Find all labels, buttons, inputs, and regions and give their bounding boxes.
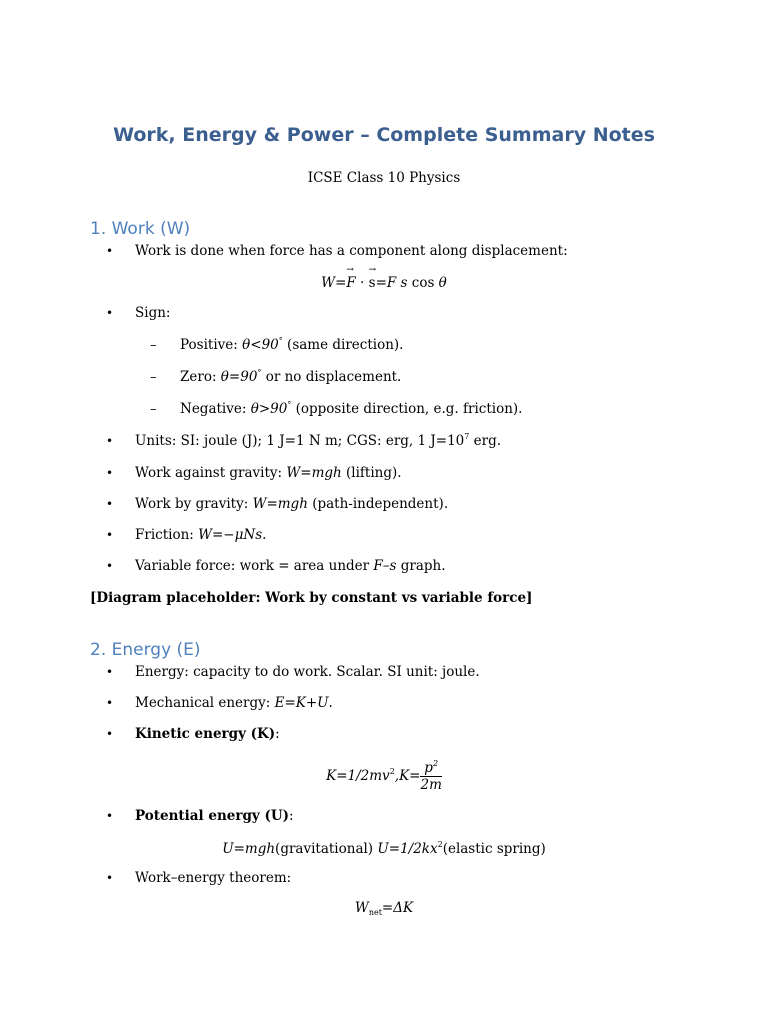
work-energy-theorem-label: Work–energy theorem: <box>135 870 292 886</box>
sign-zero: Zero: θ=90° or no displacement. <box>180 368 402 385</box>
bullet: • <box>106 809 114 823</box>
bullet: • <box>106 559 114 573</box>
work-units: Units: SI: joule (J); 1 J=1 N m; CGS: erg, 1 $J=10^7$ erg. <box>135 432 502 449</box>
section-heading-work: 1. Work (W) <box>90 219 191 239</box>
work-by-gravity: Work by gravity: W=mgh (path-independent). <box>135 496 449 512</box>
work-against-gravity: Work against gravity: W=mgh (lifting). <box>135 465 402 481</box>
bullet: • <box>106 244 114 258</box>
potential-energy-equation: U=mgh(gravitational) $U=1/2kx^2(elastic$ spring) <box>222 840 546 857</box>
diagram-placeholder: [Diagram placeholder: Work by constant vs variable force] <box>90 590 533 606</box>
bullet: • <box>106 466 114 480</box>
sign-positive: Positive: θ<90° (same direction). <box>180 336 404 353</box>
bullet: • <box>106 528 114 542</box>
work-friction: Friction: W=−μNs. <box>135 527 267 543</box>
mechanical-energy: Mechanical energy: E=K+U. <box>135 695 333 711</box>
dash: – <box>150 402 157 417</box>
kinetic-energy-label: Kinetic energy (K): <box>135 726 280 742</box>
sign-negative: Negative: θ>90° (opposite direction, e.g. friction). <box>180 400 523 417</box>
bullet: • <box>106 434 114 448</box>
work-variable-force: Variable force: work = area under F–s graph. <box>135 558 446 574</box>
dash: – <box>150 338 157 353</box>
work-equation: W=→ F · → s=F s cos θ <box>0 275 768 291</box>
document-title: Work, Energy & Power – Complete Summary Notes <box>113 124 655 146</box>
bullet: • <box>106 306 114 320</box>
section-heading-energy: 2. Energy (E) <box>90 640 201 660</box>
kinetic-energy-equation: $K=1/2mv^2,K=$ $\frac{p^2}{2m}$ <box>326 759 442 793</box>
bullet: • <box>106 871 114 885</box>
bullet: • <box>106 665 114 679</box>
energy-definition: Energy: capacity to do work. Scalar. SI unit: joule. <box>135 664 480 680</box>
bullet: • <box>106 696 114 710</box>
potential-energy-label: Potential energy (U): <box>135 808 294 824</box>
work-intro: Work is done when force has a component along displacement: <box>135 243 568 259</box>
bullet: • <box>106 497 114 511</box>
sign-label: Sign: <box>135 305 171 321</box>
dash: – <box>150 370 157 385</box>
document-subtitle: ICSE Class 10 Physics <box>307 170 461 186</box>
work-energy-theorem-equation: $W_{net}=\Delta K$ <box>354 900 414 917</box>
bullet: • <box>106 727 114 741</box>
